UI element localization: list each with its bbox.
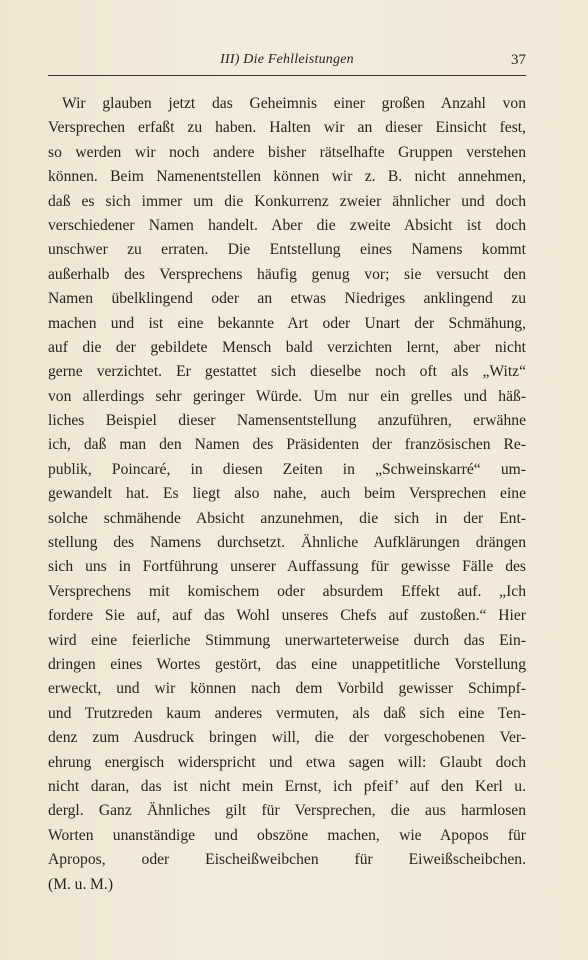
text-line: dringen eines Wortes gestört, das eine unappetitliche Vorstellung — [48, 655, 526, 673]
text-line: Versprechens mit komischem oder absurdem Effekt auf. „Ich — [48, 582, 526, 600]
text-line: stellung des Namens durchsetzt. Ähnliche Aufklärungen drängen — [48, 534, 526, 552]
text-line: liches Beispiel dieser Namensentstellung anzuführen, erwähne — [48, 412, 526, 430]
text-line: sich uns in Fortführung unserer Auffassung für gewisse Fälle des — [48, 558, 526, 576]
text-line: (M. u. M.) — [48, 875, 114, 893]
text-line: Versprechen erfaßt zu haben. Halten wir an dieser Einsicht fest, — [48, 119, 526, 137]
text-line: Apropos, oder Eischeißweibchen für Eiweißscheibchen. — [48, 851, 526, 869]
text-line: Worten unanständige und obszöne machen, wie Apopos für — [48, 826, 526, 844]
text-line: solche schmähende Absicht anzunehmen, die sich in der Ent- — [48, 509, 526, 527]
text-line: auf die der gebildete Mensch bald verzichten lernt, aber nicht — [48, 338, 526, 356]
text-line: verschiedener Namen handelt. Aber die zweite Absicht ist doch — [48, 216, 526, 234]
text-line: ich, daß man den Namen des Präsidenten der französischen Re- — [48, 436, 526, 454]
body-text — [48, 92, 526, 897]
text-line: können. Beim Namenentstellen können wir z. B. nicht annehmen, — [48, 168, 526, 186]
text-line: daß es sich immer um die Konkurrenz zweier ähnlicher und doch — [48, 192, 526, 210]
text-line: Wir glauben jetzt das Geheimnis einer großen Anzahl von — [62, 95, 526, 112]
text-line: denz zum Ausdruck bringen will, die der vorgeschobenen Ver- — [48, 729, 526, 747]
chapter-running-title: III) Die Fehlleistungen — [220, 52, 354, 67]
text-line: gerne verzichtet. Er gestattet sich dieselbe noch oft als „Witz“ — [48, 363, 526, 381]
text-line: außerhalb des Versprechens häufig genug vor; sie versucht den — [48, 265, 526, 283]
running-head — [48, 52, 526, 76]
text-line: publik, Poincaré, in diesen Zeiten in „Schweinskarré“ um- — [48, 460, 526, 478]
text-line: so werden wir noch andere bisher rätselhafte Gruppen verstehen — [48, 143, 526, 161]
text-line: von allerdings sehr geringer Würde. Um nur ein grelles und häß- — [48, 387, 526, 405]
text-line: und Trutzreden kaum anderes vermuten, als daß sich eine Ten- — [48, 704, 526, 722]
text-line: machen und ist eine bekannte Art oder Unart der Schmähung, — [48, 314, 526, 332]
header-rule — [48, 75, 526, 76]
text-line: unschwer zu erraten. Die Entstellung eines Namens kommt — [48, 241, 526, 259]
page-number: 37 — [511, 52, 526, 68]
text-line: gewandelt hat. Es liegt also nahe, auch beim Versprechen eine — [48, 485, 526, 503]
text-line: fordere Sie auf, auf das Wohl unseres Chefs auf zustoßen.“ Hier — [48, 607, 526, 625]
text-line: erweckt, und wir können nach dem Vorbild gewisser Schimpf- — [48, 680, 526, 698]
text-line: Namen übelklingend oder an etwas Niedriges anklingend zu — [48, 290, 526, 308]
text-line: wird eine feierliche Stimmung unerwarteterweise durch das Ein- — [48, 631, 526, 649]
text-line: nicht daran, das ist nicht mein Ernst, ich pfeif’ auf den Kerl u. — [48, 777, 526, 795]
text-line: dergl. Ganz Ähnliches gilt für Versprechen, die aus harmlosen — [48, 802, 526, 820]
text-line: ehrung energisch widerspricht und etwa sagen will: Glaubt doch — [48, 753, 526, 771]
